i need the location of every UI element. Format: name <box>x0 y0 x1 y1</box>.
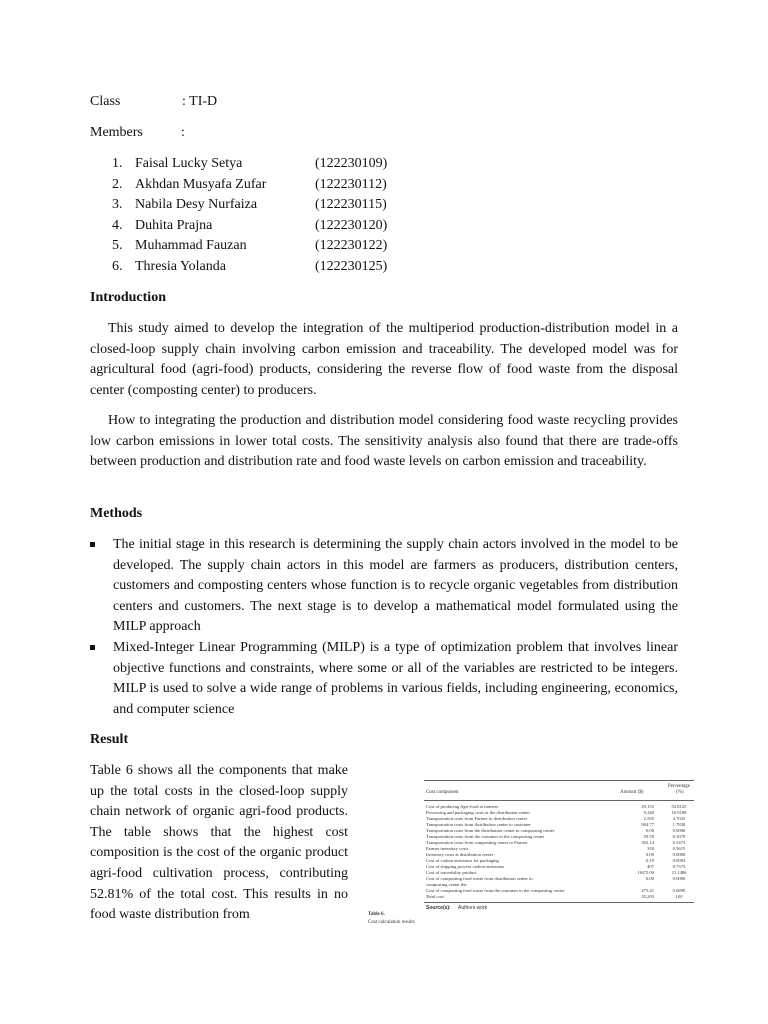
table-cell-component: Inventory costs at distribution center <box>426 852 494 857</box>
member-number: 2. <box>112 177 123 192</box>
table-cell-amount: 0.19 <box>645 858 654 863</box>
table-caption-label: Table 6. <box>368 912 385 917</box>
bullet-square-icon <box>90 645 95 650</box>
table-cell-percentage: 21.1486 <box>671 870 687 875</box>
methods-bullet-item <box>90 535 678 638</box>
table-header-rule <box>424 800 694 801</box>
table-cell-component: Transportation costs from Farmer to distribution center <box>426 816 528 821</box>
member-name: Akhdan Musyafa Zufar <box>135 177 267 192</box>
table-cell-amount: 984.77 <box>641 822 654 827</box>
member-id: (122230112) <box>315 177 387 192</box>
table-cell-component: Cost of producing Agri-food at farmers <box>426 804 499 809</box>
table-cell-percentage: 1.7838 <box>672 822 686 827</box>
table-cell-component: Transportation costs from the distribution center to composting center <box>426 828 555 833</box>
class-value: : TI-D <box>182 94 218 109</box>
table-cell-amount: 275.41 <box>641 888 654 893</box>
table-cell-amount: 0.00 <box>645 876 654 881</box>
table-total-row <box>424 894 694 900</box>
table-cell-component: Transportation costs from distribution center to customer <box>426 822 531 827</box>
table-total-percentage: 100 <box>675 894 683 899</box>
table-cell-amount: 29,155 <box>641 804 654 809</box>
table-header-amount: Amount ($) <box>620 790 644 795</box>
table-cell-percentage: 0.5615 <box>672 846 686 851</box>
members-label: Members <box>90 125 143 140</box>
table-cell-amount: 0.00 <box>645 828 654 833</box>
result-paragraph: Table 6 shows all the components that make up the total costs in the closed-loop supply chain network of organic agri-food products. The table shows that the highest cost composition is the cost of the organic product agri-food cultivation process, contributing 52.81% of the total cost. This results in no food waste distribution from <box>90 763 348 923</box>
member-name: Nabila Desy Nurfaiza <box>135 197 258 212</box>
table-cell-percentage: 0.0000 <box>672 828 686 833</box>
table-cell-amount: 0.00 <box>645 852 654 857</box>
member-id: (122230125) <box>315 259 388 274</box>
member-number: 4. <box>112 218 123 233</box>
result-heading: Result <box>90 732 129 747</box>
table-cell-percentage: 0.5473 <box>672 840 686 845</box>
member-number: 5. <box>112 238 123 253</box>
table-cell-amount: 9,340 <box>643 810 654 815</box>
table-cell-percentage: 0.7373 <box>672 864 686 869</box>
table-total-amount: 55,205 <box>641 894 654 899</box>
table-source-label: Source(s): <box>426 905 451 911</box>
table-top-rule <box>424 780 694 781</box>
table-header-percentage: Percentage <box>668 784 690 789</box>
table-cell-component: Cost of traceability product <box>426 870 477 875</box>
table-cell-amount: 11675.00 <box>636 870 654 875</box>
member-id: (122230109) <box>315 156 388 171</box>
member-id: (122230115) <box>315 197 387 212</box>
member-name: Thresia Yolanda <box>135 259 226 274</box>
table-header-percentage-unit: (%) <box>676 790 684 795</box>
member-number: 1. <box>112 156 123 171</box>
class-label: Class <box>90 94 121 109</box>
table-cell-percentage: 16.9188 <box>671 810 687 815</box>
table-cell-amount: 2,595 <box>643 816 654 821</box>
member-id: (122230122) <box>315 238 388 253</box>
bullet-square-icon <box>90 542 95 547</box>
member-name: Duhita Prajna <box>135 218 213 233</box>
table-cell-component: Farmer inventory costs <box>426 846 469 851</box>
table-cell-component: Cost of composting food waste from distribution center to <box>426 876 533 881</box>
table-cell-component: Processing and packaging costs at the distribution center <box>426 810 530 815</box>
table-caption-text: Cost calculation results <box>368 920 415 925</box>
table-cell-amount: 407 <box>647 864 654 869</box>
table-cell-percentage: 0.6890 <box>672 888 686 893</box>
table-cell-component: composting center the <box>426 882 467 887</box>
introduction-paragraph-1 <box>90 319 678 401</box>
table-cell-component: Cost of carbon emissions for packaging <box>426 858 499 863</box>
methods-bullet-text: The initial stage in this research is determining the supply chain actors involved in the model to be developed. The supply chain actors in this model are farmers as producers, distribution centers, customers and composting centers whose function is to recycle organic vegetables from distribution centers and customers. The next stage is to develop a mathematical model formulated using the MILP approach <box>113 537 678 635</box>
table-header-component: Cost component <box>426 790 459 795</box>
table-cell-percentage: 0.0000 <box>672 852 686 857</box>
table-cell-amount: 302.14 <box>641 840 654 845</box>
methods-bullet-list <box>90 535 678 720</box>
table-cell-percentage: 4.7025 <box>672 816 686 821</box>
table-cell-component: Cost of shipping process carbon emissions <box>426 864 505 869</box>
table-cell-percentage: 0.1079 <box>672 834 686 839</box>
table-cell-component: Cost of composting food waste from the customer to the composting center <box>426 888 565 893</box>
methods-heading: Methods <box>90 506 143 521</box>
introduction-paragraph-2 <box>90 411 678 473</box>
table-cell-amount: 59.59 <box>643 834 654 839</box>
introduction-paragraph-2-text: How to integrating the production and distribution model considering food waste recycling provides low carbon emissions in lower total costs. The sensitivity analysis also found that there are trade-offs between production and distribution rate and food waste levels on carbon emission and traceability. <box>90 413 678 470</box>
member-number: 6. <box>112 259 123 274</box>
table-cell-percentage: 0.0003 <box>672 858 686 863</box>
table-total-label: Total cost <box>426 894 444 899</box>
methods-bullet-item <box>90 638 678 720</box>
table-cell-percentage: 52.8125 <box>671 804 687 809</box>
table-cell-component: Transportation costs from the customer to the composting center <box>426 834 545 839</box>
member-number: 3. <box>112 197 123 212</box>
table-source-text: Authors work <box>458 905 488 911</box>
table-cell-amount: 330 <box>647 846 654 851</box>
table-bottom-rule <box>424 902 694 903</box>
table-cell-component: Transportation costs from composting center to Farmer <box>426 840 528 845</box>
introduction-paragraph-1-text: This study aimed to develop the integration of the multiperiod production-distribution model in a closed-loop supply chain involving carbon emission and traceability. The developed model was for agricultural food (agri-food) products, considering the reverse flow of food waste from the disposal center (composting center) to producers. <box>90 321 678 398</box>
member-id: (122230120) <box>315 218 388 233</box>
member-name: Faisal Lucky Setya <box>135 156 243 171</box>
cost-table-figure <box>366 770 696 932</box>
methods-bullet-text: Mixed-Integer Linear Programming (MILP) is a type of optimization problem that involves linear objective functions and constraints, where some or all of the variables are restricted to be integers. MILP is used to solve a wide range of problems in various fields, including engineering, economics, and computer science <box>113 639 678 717</box>
introduction-heading: Introduction <box>90 290 166 305</box>
member-name: Muhammad Fauzan <box>135 238 247 253</box>
members-colon: : <box>181 125 185 140</box>
table-cell-percentage: 0.0000 <box>672 876 686 881</box>
